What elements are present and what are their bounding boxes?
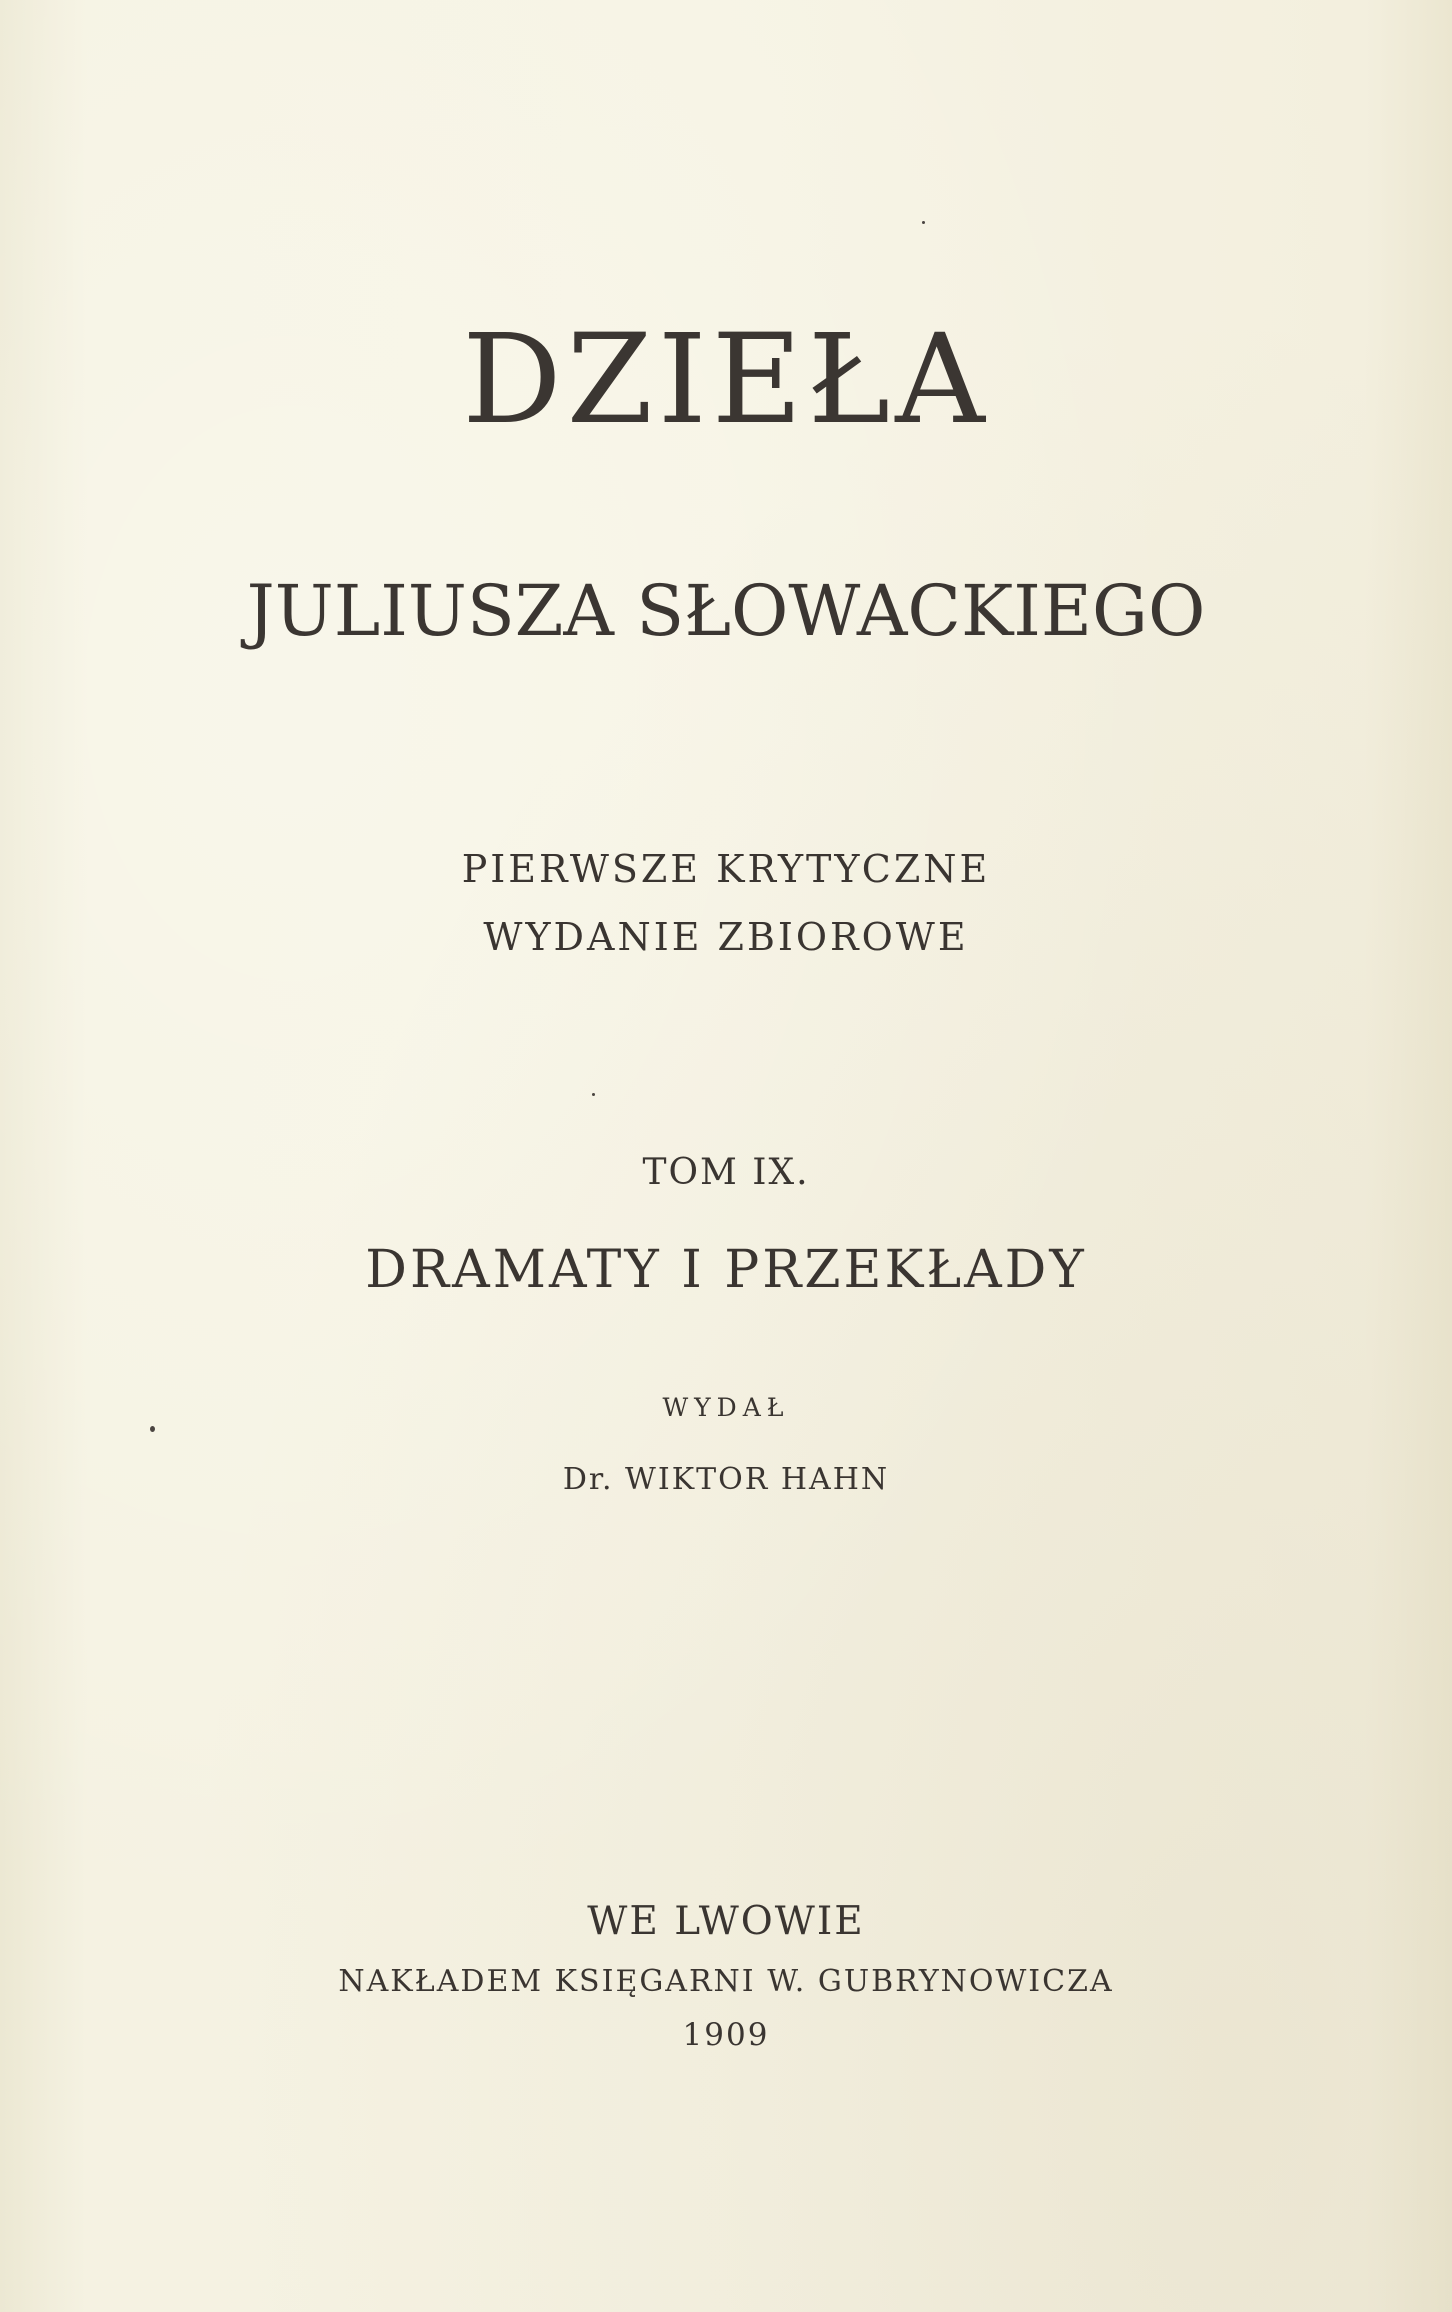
publication-place: WE LWOWIE <box>587 1899 865 1944</box>
editor-name: Dr. WIKTOR HAHN <box>562 1462 890 1497</box>
author-name: JULIUSZA SŁOWACKIEGO <box>246 570 1206 652</box>
ink-speck <box>150 1426 155 1432</box>
edition-line-2: WYDANIE ZBIOROWE <box>483 915 969 959</box>
publisher-line: NAKŁADEM KSIĘGARNI W. GUBRYNOWICZA <box>338 1964 1114 1999</box>
volume-number: TOM IX. <box>642 1152 810 1193</box>
edition-line-1: PIERWSZE KRYTYCZNE <box>461 847 991 891</box>
publication-year: 1909 <box>682 2017 770 2053</box>
edited-by-label: WYDAŁ <box>662 1393 790 1422</box>
ink-speck <box>592 1093 595 1096</box>
volume-title: DRAMATY I PRZEKŁADY <box>365 1240 1087 1300</box>
ink-speck <box>922 221 925 224</box>
book-title: DZIEŁA <box>462 308 990 452</box>
